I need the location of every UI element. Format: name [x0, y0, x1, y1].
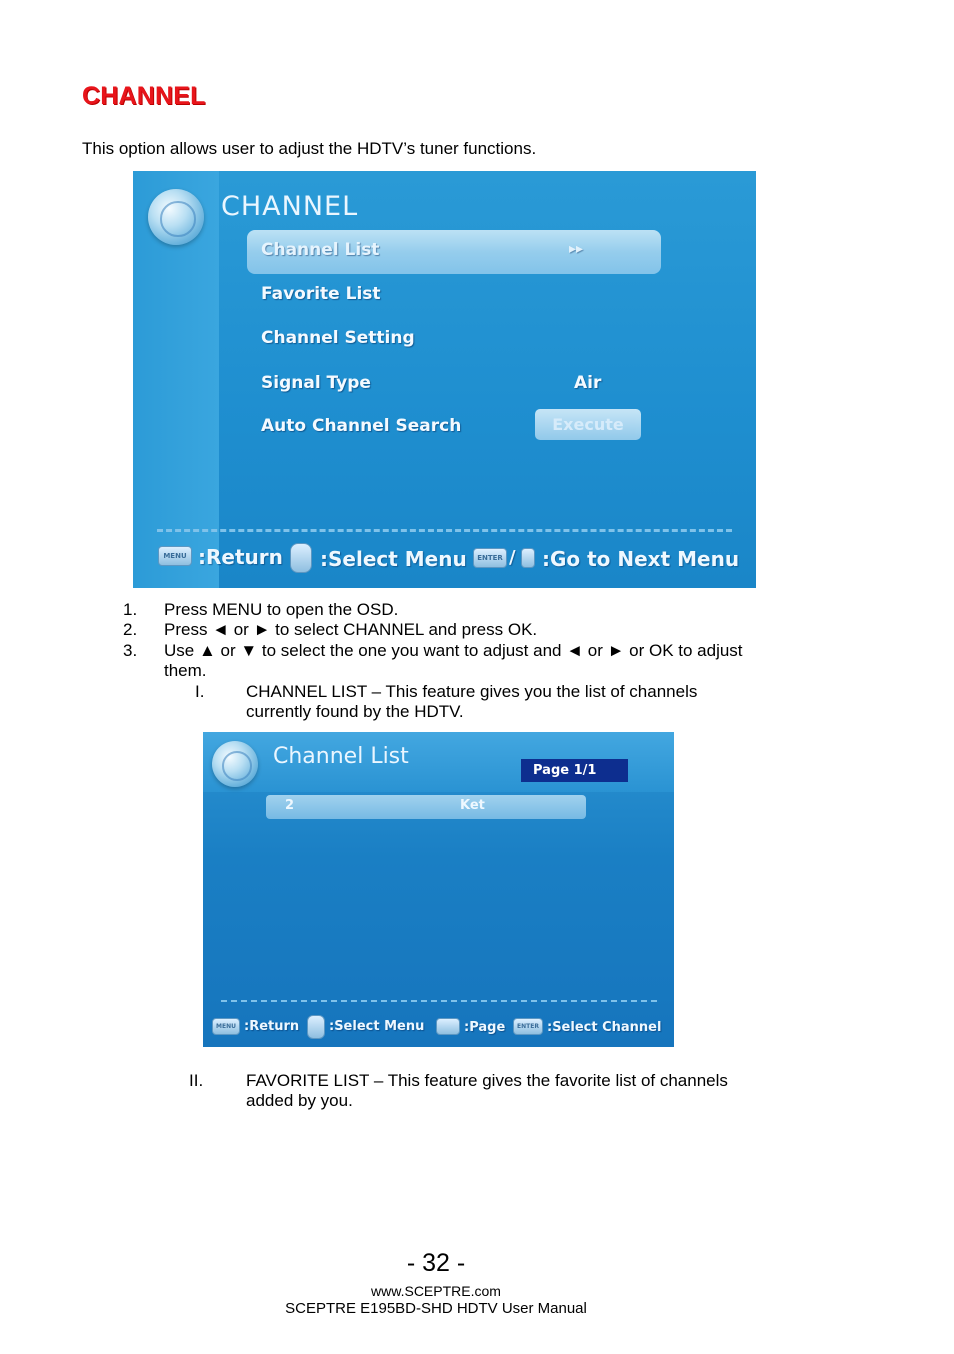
menu-key-icon: MENU — [158, 546, 192, 566]
enter-key-icon: ENTER — [513, 1018, 543, 1035]
channel-osd-screenshot — [133, 171, 756, 588]
up-down-key-icon — [290, 543, 312, 573]
menu-item-channel-list: Channel List — [261, 240, 380, 260]
sub-item-number: I. — [195, 682, 205, 701]
sub-item-text-continued: currently found by the HDTV. — [246, 702, 464, 721]
sub-item-text-continued: added by you. — [246, 1091, 353, 1110]
menu-item-channel-setting: Channel Setting — [261, 328, 415, 348]
up-down-key-icon — [307, 1015, 325, 1039]
globe-icon — [212, 741, 258, 787]
menu-item-auto-channel-search: Auto Channel Search — [261, 416, 462, 436]
sub-item-text: FAVORITE LIST – This feature gives the favorite list of channels — [246, 1071, 728, 1090]
channel-list-osd-screenshot — [203, 732, 674, 1047]
double-arrow-icon: ▸▸ — [569, 241, 584, 257]
menu-item-favorite-list: Favorite List — [261, 284, 381, 304]
footer-return: :Return — [244, 1019, 300, 1034]
footer-url: www.SCEPTRE.com — [371, 1283, 501, 1299]
footer-next-menu: :Go to Next Menu — [542, 547, 740, 571]
slash-separator: / — [509, 547, 516, 568]
menu-item-signal-type: Signal Type — [261, 373, 371, 393]
page-key-icon — [436, 1018, 460, 1035]
step-text-continued: them. — [164, 661, 207, 680]
step-text: Press ◄ or ► to select CHANNEL and press OK. — [164, 620, 538, 639]
right-key-icon — [521, 548, 535, 568]
footer-select-menu: :Select Menu — [320, 547, 467, 571]
globe-icon — [148, 189, 204, 245]
channel-number: 2 — [285, 798, 295, 813]
osd-title: Channel List — [273, 744, 409, 769]
page-number: - 32 - — [406, 1249, 466, 1277]
section-title: CHANNEL — [82, 82, 206, 110]
page-indicator: Page 1/1 — [521, 759, 628, 782]
footer-select-menu: :Select Menu — [329, 1019, 425, 1034]
footer-select-channel: :Select Channel — [547, 1020, 662, 1035]
step-number: 2. — [123, 620, 138, 639]
step-text: Press MENU to open the OSD. — [164, 600, 399, 619]
enter-key-icon: ENTER — [473, 548, 507, 568]
menu-key-icon: MENU — [212, 1018, 240, 1035]
step-number: 3. — [123, 641, 138, 660]
channel-name: Ket — [460, 798, 485, 813]
sub-item-text: CHANNEL LIST – This feature gives you the list of channels — [246, 682, 698, 701]
footer-return: :Return — [198, 545, 283, 569]
divider — [221, 1000, 657, 1002]
osd-title: CHANNEL — [221, 191, 359, 222]
intro-text: This option allows user to adjust the HDTV’s tuner functions. — [82, 139, 537, 158]
channel-row-highlight — [266, 795, 586, 819]
step-number: 1. — [123, 600, 138, 619]
step-text: Use ▲ or ▼ to select the one you want to adjust and ◄ or ► or OK to adjust — [164, 641, 743, 660]
execute-button: Execute — [535, 409, 641, 440]
signal-type-value: Air — [574, 373, 602, 393]
footer-page: :Page — [464, 1020, 506, 1035]
footer-manual-title: SCEPTRE E195BD-SHD HDTV User Manual — [285, 1300, 587, 1317]
sub-item-number: II. — [189, 1071, 204, 1090]
divider — [157, 529, 732, 532]
